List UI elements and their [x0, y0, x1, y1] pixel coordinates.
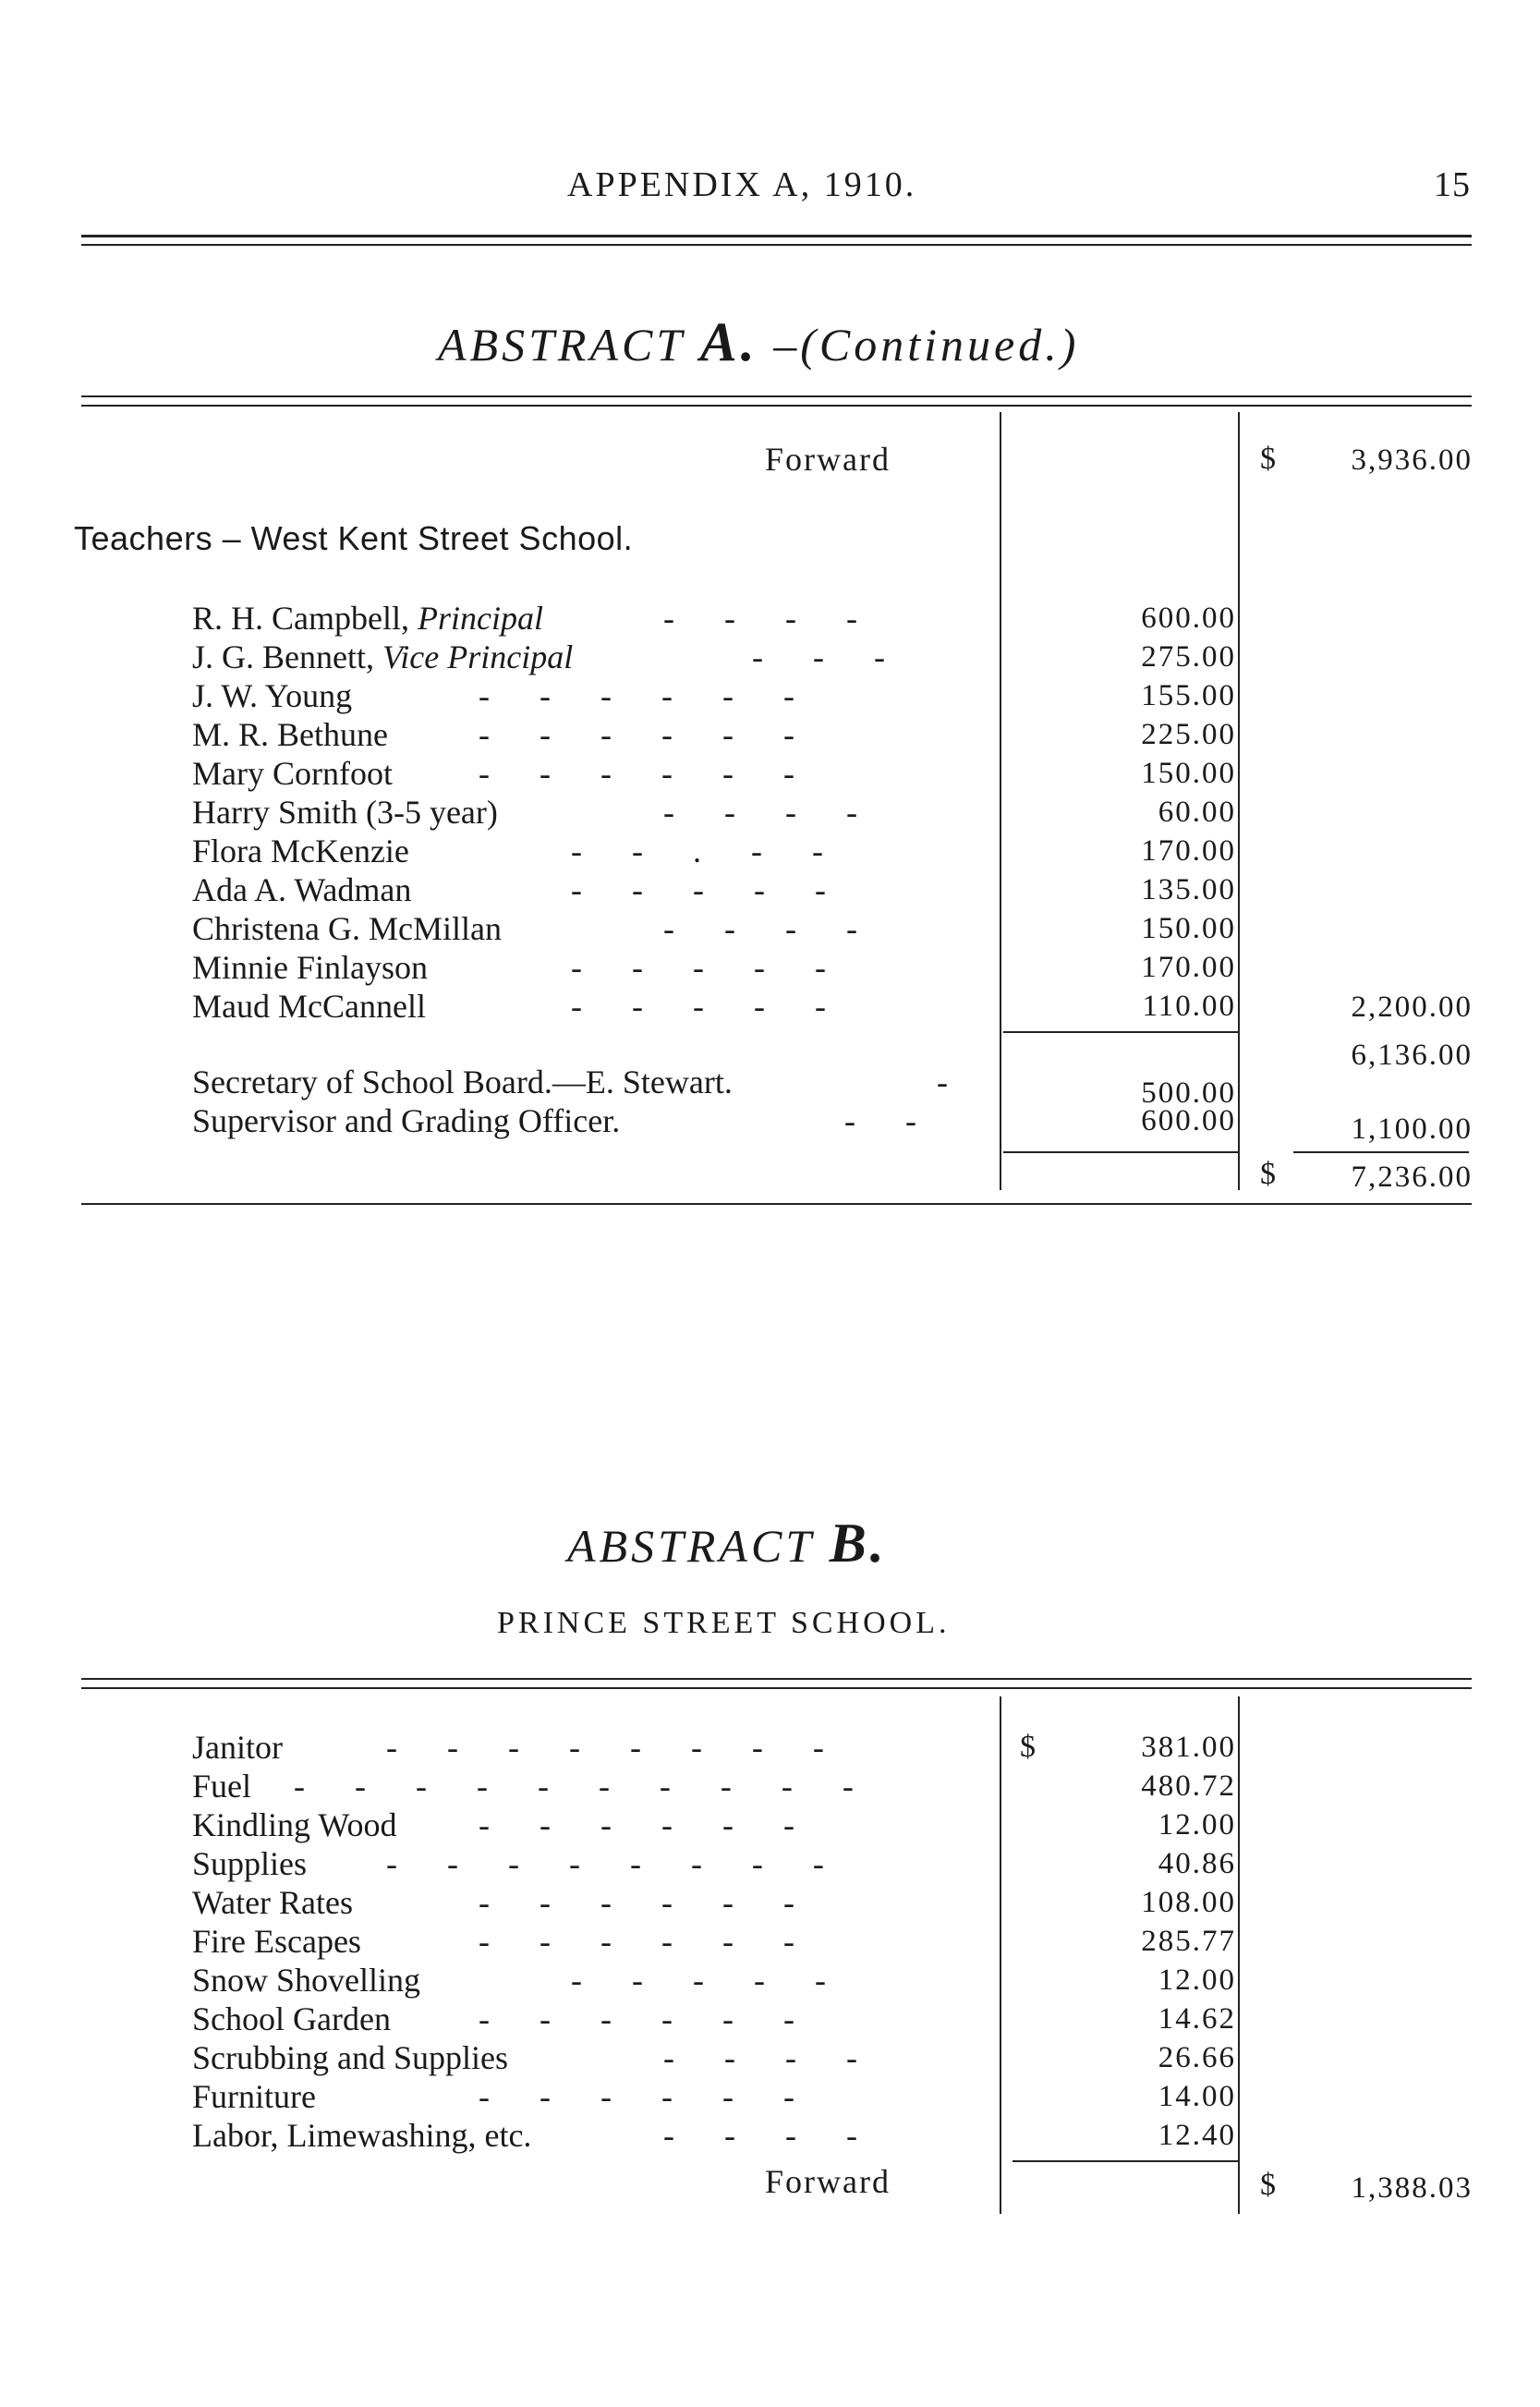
abstract-b-forward-amount: 1,388.03: [1351, 2171, 1473, 2205]
teacher-row: [192, 599, 1236, 638]
expense-amount: 12.00: [1158, 1808, 1236, 1842]
teacher-name: Maud McCannell: [192, 988, 426, 1025]
teacher-name: Flora McKenzie: [192, 833, 409, 869]
abstract-b-sum-rule: [1013, 2160, 1238, 2162]
teacher-row: [192, 948, 1236, 987]
teacher-amount: 155.00: [1141, 679, 1236, 712]
expense-name: School Garden: [192, 2000, 391, 2037]
teacher-name: [192, 638, 573, 676]
staff-row: [192, 1101, 1236, 1140]
teacher-amount: 110.00: [1142, 990, 1236, 1023]
grand-total: 7,236.00: [1351, 1161, 1473, 1194]
grand-sum-rule: [1293, 1151, 1469, 1153]
expense-row: [192, 1883, 1236, 1922]
expense-name: Furniture: [192, 2078, 316, 2115]
expense-amount: 26.66: [1158, 2041, 1236, 2074]
teacher-row: [192, 870, 1236, 909]
leader-dashes: - - - - - - - -: [386, 1729, 824, 1766]
expense-name: Fuel: [192, 1768, 252, 1805]
expense-amount: 14.62: [1158, 2002, 1236, 2036]
leader-dashes: - - - - - -: [479, 716, 794, 753]
leader-dashes: - - - - - - - - - -: [294, 1768, 854, 1805]
abstract-b-col-line-2: [1238, 1696, 1240, 2214]
expense-name: Scrubbing and Supplies: [192, 2039, 508, 2076]
teacher-name: Minnie Finlayson: [192, 949, 429, 986]
teachers-total: 2,200.00: [1351, 991, 1473, 1024]
teacher-name: Mary Cornfoot: [192, 755, 393, 792]
expense-name: Labor, Limewashing, etc.: [192, 2117, 532, 2154]
leader-dashes: - - -: [752, 638, 885, 675]
teacher-name: Christena G. McMillan: [192, 910, 502, 947]
leader-dashes: - - - - -: [571, 949, 826, 986]
leader-dashes: - - - -: [663, 794, 857, 831]
teacher-name: [192, 599, 543, 638]
expense-row: [192, 1728, 1236, 1767]
teacher-amount: 275.00: [1141, 640, 1236, 674]
abstract-b-title-text: ABSTRACT: [567, 1520, 815, 1572]
teacher-amount: 170.00: [1141, 951, 1236, 984]
abstract-a-forward-dollar: $: [1260, 442, 1276, 476]
teacher-name-text: J. G. Bennett,: [192, 638, 382, 675]
leader-dashes: - - - - -: [571, 988, 826, 1025]
expense-amount: 12.40: [1158, 2119, 1236, 2152]
abstract-b-dollar: $: [1020, 1730, 1036, 1764]
teacher-amount: 170.00: [1141, 834, 1236, 868]
teacher-name: Ada A. Wadman: [192, 871, 412, 908]
expense-row: [192, 1844, 1236, 1883]
teacher-amount: 135.00: [1141, 873, 1236, 906]
expense-name: Supplies: [192, 1845, 308, 1882]
leader-dashes: - - - - - -: [479, 1884, 794, 1921]
abstract-a-forward-amount: 3,936.00: [1351, 444, 1473, 477]
expense-name: Fire Escapes: [192, 1923, 361, 1960]
page-number: 15: [1434, 165, 1471, 204]
others-sum-rule: [1003, 1151, 1238, 1153]
teacher-row: [192, 987, 1236, 1026]
abstract-b-subtitle: PRINCE STREET SCHOOL.: [497, 1606, 951, 1640]
expense-row: [192, 2116, 1236, 2155]
teacher-amount: 225.00: [1141, 718, 1236, 751]
others-total: 1,100.00: [1351, 1112, 1473, 1146]
expense-amount: 285.77: [1141, 1925, 1236, 1958]
leader-dashes: - - - -: [663, 2117, 857, 2154]
teacher-amount: 600.00: [1141, 602, 1236, 635]
abstract-a-title-text: ABSTRACT: [438, 319, 685, 371]
expense-amount: 381.00: [1141, 1731, 1236, 1764]
abstract-a-rule-2: [81, 405, 1472, 407]
abstract-a-title: [438, 310, 1079, 374]
leader-dashes: - - - -: [663, 2039, 857, 2076]
abstract-a-col-line-2: [1238, 412, 1240, 1190]
abstract-a-subtotal: 6,136.00: [1351, 1039, 1473, 1072]
leader-dashes: - - - - - -: [479, 2000, 794, 2037]
staff-amount: 500.00: [1141, 1076, 1236, 1110]
staff-name: Supervisor and Grading Officer.: [192, 1102, 621, 1139]
expense-name: Water Rates: [192, 1884, 354, 1921]
leader-dashes: - - - - - -: [479, 677, 794, 714]
leader-dashes: - - - - -: [571, 871, 826, 908]
section-heading: Teachers – West Kent Street School.: [74, 519, 634, 557]
expense-row: [192, 1767, 1236, 1805]
leader-dashes: - - - - - -: [479, 755, 794, 792]
teacher-role: Principal: [417, 600, 543, 637]
expense-name: Kindling Wood: [192, 1806, 397, 1843]
teacher-name: M. R. Bethune: [192, 716, 388, 753]
teacher-amount: 150.00: [1141, 757, 1236, 790]
teacher-name: J. W. Young: [192, 677, 353, 714]
abstract-a-rule-1: [81, 395, 1472, 397]
teacher-row: [192, 715, 1236, 754]
expense-row: [192, 2077, 1236, 2116]
expense-amount: 108.00: [1141, 1886, 1236, 1919]
abstract-b-title: [567, 1512, 888, 1575]
abstract-b-rule-1: [81, 1678, 1472, 1680]
teacher-amount: 60.00: [1158, 796, 1236, 829]
staff-name: Secretary of School Board.—E. Stewart.: [192, 1064, 733, 1100]
abstract-a-letter: A.: [699, 311, 758, 372]
leader-dashes: - - . - -: [571, 833, 823, 869]
expense-row: [192, 1961, 1236, 2000]
abstract-b-letter: B.: [829, 1513, 888, 1574]
teacher-row: [192, 832, 1236, 870]
running-head: APPENDIX A, 1910.: [567, 165, 917, 204]
leader-dashes: - -: [844, 1102, 916, 1139]
abstract-b-forward-dollar: $: [1260, 2168, 1276, 2202]
expense-row: [192, 1922, 1236, 1961]
expense-amount: 14.00: [1158, 2080, 1236, 2113]
teacher-name-text: R. H. Campbell,: [192, 600, 418, 637]
abstract-a-continued: –(Continued.): [773, 319, 1080, 371]
teacher-row: [192, 793, 1236, 832]
leader-dashes: - - - - - -: [479, 2078, 794, 2115]
expense-name: Janitor: [192, 1729, 283, 1766]
grand-total-dollar: $: [1260, 1157, 1276, 1191]
leader-dashes: - - - -: [663, 600, 857, 637]
teacher-row: [192, 909, 1236, 948]
teacher-role: Vice Principal: [382, 638, 574, 675]
leader-dashes: -: [937, 1064, 948, 1100]
leader-dashes: - - - -: [663, 910, 857, 947]
leader-dashes: - - - - - -: [479, 1806, 794, 1843]
expense-amount: 12.00: [1158, 1963, 1236, 1997]
teachers-sum-rule: [1003, 1031, 1238, 1033]
teacher-row: [192, 638, 1236, 676]
abstract-a-bottom-rule: [81, 1203, 1472, 1205]
header-rule-bottom: [81, 244, 1472, 246]
leader-dashes: - - - - -: [571, 1962, 826, 1999]
staff-amount: 600.00: [1141, 1104, 1236, 1137]
expense-row: [192, 2000, 1236, 2038]
teacher-row: [192, 676, 1236, 715]
teacher-name: Harry Smith (3-5 year): [192, 794, 498, 831]
expense-row: [192, 1805, 1236, 1844]
expense-amount: 480.72: [1141, 1769, 1236, 1803]
expense-name: Snow Shovelling: [192, 1962, 421, 1999]
abstract-b-forward-label: Forward: [765, 2163, 891, 2200]
abstract-b-rule-2: [81, 1687, 1472, 1689]
abstract-a-forward-label: Forward: [765, 441, 891, 478]
teacher-row: [192, 754, 1236, 793]
teacher-amount: 150.00: [1141, 912, 1236, 945]
header-rule-top: [81, 235, 1472, 237]
expense-row: [192, 2038, 1236, 2077]
leader-dashes: - - - - - -: [479, 1923, 794, 1960]
staff-row: [192, 1063, 1236, 1110]
expense-amount: 40.86: [1158, 1847, 1236, 1880]
leader-dashes: - - - - - - - -: [386, 1845, 824, 1882]
